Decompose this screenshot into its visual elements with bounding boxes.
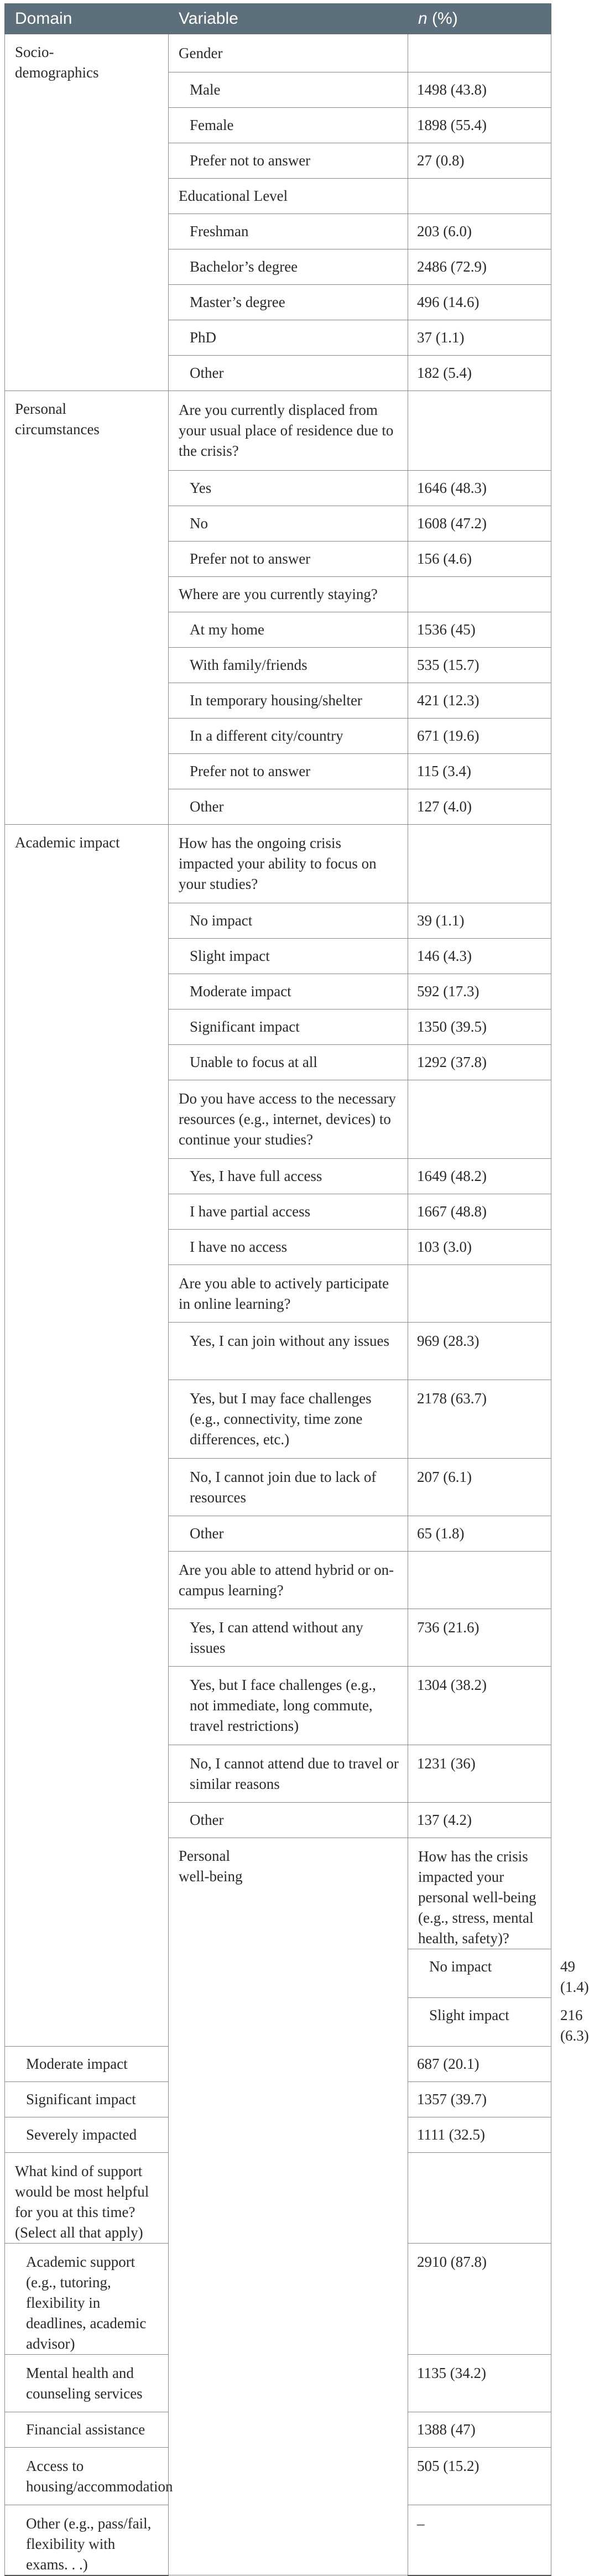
option-cell: Prefer not to answer (169, 542, 408, 577)
option-cell: Other (169, 789, 408, 825)
option-cell: No impact (408, 1949, 551, 1998)
option-cell: I have partial access (169, 1194, 408, 1230)
count-percent-cell: 736 (21.6) (408, 1609, 551, 1667)
table-header-row (5, 4, 551, 34)
option-cell: Financial assistance (5, 2412, 169, 2448)
count-percent-cell (408, 577, 551, 612)
option-cell: Access to housing/accommodation (5, 2448, 169, 2505)
count-percent-cell: 1608 (47.2) (408, 506, 551, 542)
table-container (4, 3, 589, 2576)
domain-cell: Socio- demographics (5, 34, 169, 391)
count-percent-cell: 1649 (48.2) (408, 1159, 551, 1194)
count-percent-cell: 671 (19.6) (408, 719, 551, 754)
header-domain: Domain (5, 4, 169, 34)
question-cell: Are you able to actively participate in online learning? (169, 1265, 408, 1323)
option-cell: In a different city/country (169, 719, 408, 754)
count-percent-cell: 1388 (47) (408, 2412, 551, 2448)
option-cell: Bachelor’s degree (169, 249, 408, 285)
question-cell: Do you have access to the necessary resources (e.g., internet, devices) to continue your studies? (169, 1080, 408, 1159)
table-row (5, 34, 551, 72)
table-row: No impact 49 (1.4) (5, 1949, 551, 1998)
count-percent-cell: 969 (28.3) (408, 1323, 551, 1380)
option-cell: Slight impact (408, 1998, 551, 2047)
count-percent-cell: 1667 (48.8) (408, 1194, 551, 1230)
option-cell: Yes, I can join without any issues (169, 1323, 408, 1380)
option-cell: Academic support (e.g., tutoring, flexibility in deadlines, academic advisor) (5, 2244, 169, 2355)
count-percent-cell: 1292 (37.8) (408, 1045, 551, 1080)
option-cell: Severely impacted (5, 2117, 169, 2153)
count-percent-cell (408, 1265, 551, 1323)
option-cell: No, I cannot join due to lack of resources (169, 1459, 408, 1516)
option-cell: Prefer not to answer (169, 143, 408, 179)
domain-cell: Personal well-being (169, 1838, 408, 2575)
count-percent-cell (408, 1080, 551, 1159)
option-cell: Significant impact (169, 1009, 408, 1045)
option-cell: Unable to focus at all (169, 1045, 408, 1080)
option-cell: Master’s degree (169, 285, 408, 320)
count-percent-cell: 1536 (45) (408, 612, 551, 648)
count-percent-cell: 137 (4.2) (408, 1803, 551, 1838)
header-pct: (%) (427, 9, 458, 28)
count-percent-cell (408, 391, 551, 471)
question-cell: How has the ongoing crisis impacted your ability to focus on your studies? (169, 825, 408, 903)
count-percent-cell: 65 (1.8) (408, 1516, 551, 1552)
option-cell: Male (169, 72, 408, 108)
count-percent-cell: 127 (4.0) (408, 789, 551, 825)
option-cell: Other (169, 356, 408, 391)
count-percent-cell: 207 (6.1) (408, 1459, 551, 1516)
option-cell: PhD (169, 320, 408, 356)
count-percent-cell: 496 (14.6) (408, 285, 551, 320)
count-percent-cell: 1357 (39.7) (408, 2082, 551, 2117)
question-cell: Gender (169, 34, 408, 72)
option-cell: Female (169, 108, 408, 143)
option-cell: At my home (169, 612, 408, 648)
count-percent-cell: 2178 (63.7) (408, 1380, 551, 1459)
count-percent-cell: 2910 (87.8) (408, 2244, 551, 2355)
count-percent-cell: 535 (15.7) (408, 648, 551, 683)
option-cell: Other (e.g., pass/fail, flexibility with exams. . .) (5, 2505, 169, 2575)
count-percent-cell (408, 2153, 551, 2244)
count-percent-cell: 39 (1.1) (408, 903, 551, 939)
count-percent-cell: 115 (3.4) (408, 754, 551, 789)
option-cell: I have no access (169, 1230, 408, 1265)
count-percent-cell: 146 (4.3) (408, 939, 551, 974)
option-cell: Significant impact (5, 2082, 169, 2117)
question-cell: Are you able to attend hybrid or on-campus learning? (169, 1552, 408, 1609)
count-percent-cell: – (408, 2505, 551, 2575)
count-percent-cell: 1350 (39.5) (408, 1009, 551, 1045)
option-cell: In temporary housing/shelter (169, 683, 408, 719)
option-cell: Other (169, 1516, 408, 1552)
header-n-percent (408, 4, 551, 34)
option-cell: No, I cannot attend due to travel or similar reasons (169, 1745, 408, 1803)
option-cell: With family/friends (169, 648, 408, 683)
option-cell: Yes, but I may face challenges (e.g., connectivity, time zone differences, etc.) (169, 1380, 408, 1459)
count-percent-cell: 156 (4.6) (408, 542, 551, 577)
option-cell: Other (169, 1803, 408, 1838)
count-percent-cell: 182 (5.4) (408, 356, 551, 391)
header-variable: Variable (169, 4, 408, 34)
count-percent-cell: 421 (12.3) (408, 683, 551, 719)
option-cell: Moderate impact (5, 2047, 169, 2082)
count-percent-cell: 1304 (38.2) (408, 1667, 551, 1745)
survey-results-table (4, 3, 589, 2576)
option-cell: Yes, I can attend without any issues (169, 1609, 408, 1667)
table-row (5, 391, 551, 471)
count-percent-cell: 1646 (48.3) (408, 471, 551, 506)
count-percent-cell: 2486 (72.9) (408, 249, 551, 285)
count-percent-cell: 1231 (36) (408, 1745, 551, 1803)
option-cell: No (169, 506, 408, 542)
option-cell: Yes (169, 471, 408, 506)
count-percent-cell: 37 (1.1) (408, 320, 551, 356)
count-percent-cell (408, 34, 551, 72)
header-n: n (418, 9, 428, 28)
option-cell: No impact (169, 903, 408, 939)
option-cell: Yes, I have full access (169, 1159, 408, 1194)
count-percent-cell: 687 (20.1) (408, 2047, 551, 2082)
option-cell: Slight impact (169, 939, 408, 974)
count-percent-cell: 1135 (34.2) (408, 2355, 551, 2412)
domain-cell: Personal circumstances (5, 391, 169, 825)
option-cell: Mental health and counseling services (5, 2355, 169, 2412)
option-cell: Prefer not to answer (169, 754, 408, 789)
count-percent-cell: 1498 (43.8) (408, 72, 551, 108)
table-row (5, 825, 551, 903)
question-cell: Are you currently displaced from your usual place of residence due to the crisis? (169, 391, 408, 471)
count-percent-cell: 27 (0.8) (408, 143, 551, 179)
option-cell: Moderate impact (169, 974, 408, 1009)
count-percent-cell: 203 (6.0) (408, 214, 551, 249)
option-cell: Freshman (169, 214, 408, 249)
table-row: Slight impact 216 (6.3) (5, 1998, 551, 2047)
count-percent-cell: 1111 (32.5) (408, 2117, 551, 2153)
count-percent-cell (408, 825, 551, 903)
table-body (5, 34, 589, 2575)
count-percent-cell: 1898 (55.4) (408, 108, 551, 143)
question-cell: Where are you currently staying? (169, 577, 408, 612)
count-percent-cell (408, 1552, 551, 1609)
count-percent-cell: 592 (17.3) (408, 974, 551, 1009)
count-percent-cell: 505 (15.2) (408, 2448, 551, 2505)
question-cell: How has the crisis impacted your personal well-being (e.g., stress, mental health, safety)? (408, 1838, 551, 1949)
count-percent-cell (408, 179, 551, 214)
count-percent-cell: 103 (3.0) (408, 1230, 551, 1265)
option-cell: Yes, but I face challenges (e.g., not immediate, long commute, travel restrictions) (169, 1667, 408, 1745)
question-cell: Educational Level (169, 179, 408, 214)
question-cell: What kind of support would be most helpful for you at this time? (Select all that apply) (5, 2153, 169, 2244)
domain-cell: Academic impact (5, 825, 169, 2047)
